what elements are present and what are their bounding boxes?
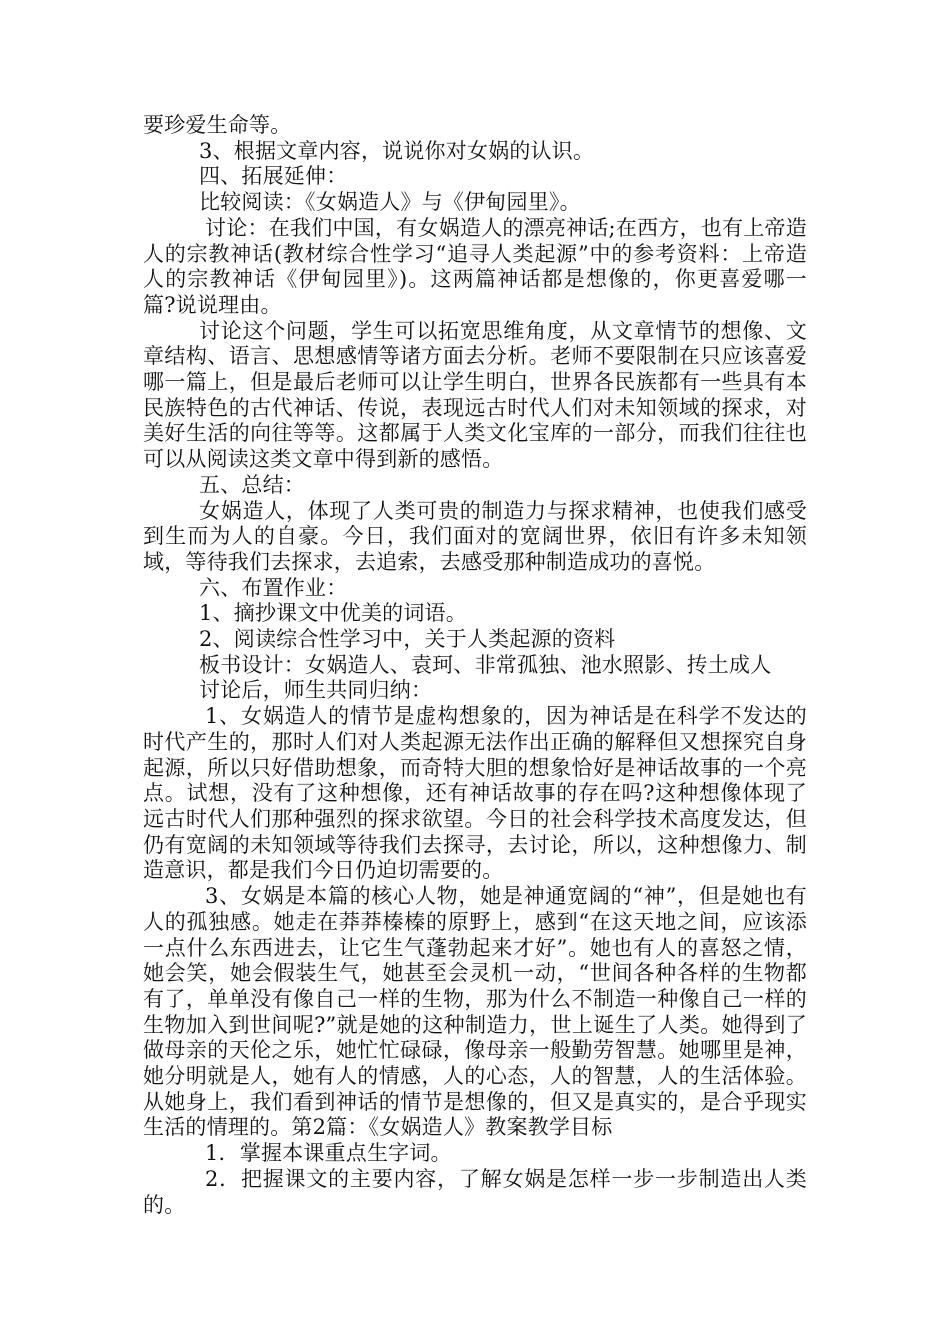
- list-item: 1、摘抄课文中优美的词语。: [199, 601, 467, 626]
- paragraph: 3、女娲是本篇的核心人物，她是神通宽阔的“神”，但是她也有人的孤独感。她走在莽莽榛榛的原野上，感到“在这天地之间，应该添一点什么东西进去，让它生气蓬勃起来才好”。她也有人的喜怒之情，她会笑，她会假装生气，她甚至会灵机一动，“世间各种各样的生物都有了，单单没有像自己一样的生物，那为什么不制造一种像自己一样的生物加入到世间呢?”就是她的这种制造力，世上诞生了人类。她得到了做母亲的天伦之乐，她忙忙碌碌，像母亲一般勤劳智慧。她哪里是神，她分明就是人，她有人的情感，人的心态，人的智慧，人的生活体验。从她身上，我们看到神话的情节是想像的，但又是真实的，是合乎现实生活的情理的。第2篇：《女娲造人》教案教学目标: [143, 884, 807, 1140]
- section-heading: 五、总结：: [199, 472, 305, 497]
- section-heading: 四、拓展延伸：: [199, 164, 348, 189]
- paragraph: 3、根据文章内容，说说你对女娲的认识。: [199, 138, 595, 163]
- section-heading: 六、布置作业：: [199, 575, 348, 600]
- paragraph: 讨论这个问题，学生可以拓宽思维角度，从文章情节的想像、文章结构、语言、思想感情等诸方面去分析。老师不要限制在只应该喜爱哪一篇上，但是最后老师可以让学生明白，世界各民族都有一些具有本民族特色的古代神话、传说，表现远古时代人们对未知领域的探求，对美好生活的向往等等。这都属于人类文化宝库的一部分，而我们往往也可以从阅读这类文章中得到新的感悟。: [143, 318, 807, 472]
- paragraph: 要珍爱生命等。: [143, 113, 292, 137]
- paragraph: 女娲造人，体现了人类可贵的制造力与探求精神，也使我们感受到生而为人的自豪。今日，我们面对的宽阔世界，依旧有许多未知领域，等待我们去探求，去追索，去感受那种制造成功的喜悦。: [143, 498, 807, 574]
- paragraph: 板书设计：女娲造人、袁珂、非常孤独、池水照影、抟土成人: [199, 652, 772, 677]
- document-body: [143, 113, 807, 1218]
- list-item: 2．把握课文的主要内容，了解女娲是怎样一步一步制造出人类的。: [143, 1166, 807, 1217]
- paragraph: 讨论：在我们中国，有女娲造人的漂亮神话;在西方，也有上帝造人的宗教神话(教材综合性学习“追寻人类起源”中的参考资料：上帝造人的宗教神话《伊甸园里》)。这两篇神话都是想像的，你更喜爱哪一篇?说说理由。: [143, 215, 807, 317]
- list-item: 2、阅读综合性学习中，关于人类起源的资料: [199, 627, 616, 652]
- paragraph: 讨论后，师生共同归纳：: [199, 678, 433, 703]
- paragraph: 比较阅读：《女娲造人》与《伊甸园里》。: [199, 190, 581, 215]
- list-item: 1．掌握本课重点生字词。: [205, 1141, 452, 1166]
- paragraph: 1、女娲造人的情节是虚构想象的，因为神话是在科学不发达的时代产生的，那时人们对人类起源无法作出正确的解释但又想探究自身起源，所以只好借助想象，而奇特大胆的想象恰好是神话故事的一个亮点。试想，没有了这种想像，还有神话故事的存在吗?这种想像体现了远古时代人们那种强烈的探求欲望。今日的社会科学技术高度发达，但仍有宽阔的未知领域等待我们去探寻，去讨论，所以，这种想像力、制造意识，都是我们今日仍迫切需要的。: [143, 704, 807, 883]
